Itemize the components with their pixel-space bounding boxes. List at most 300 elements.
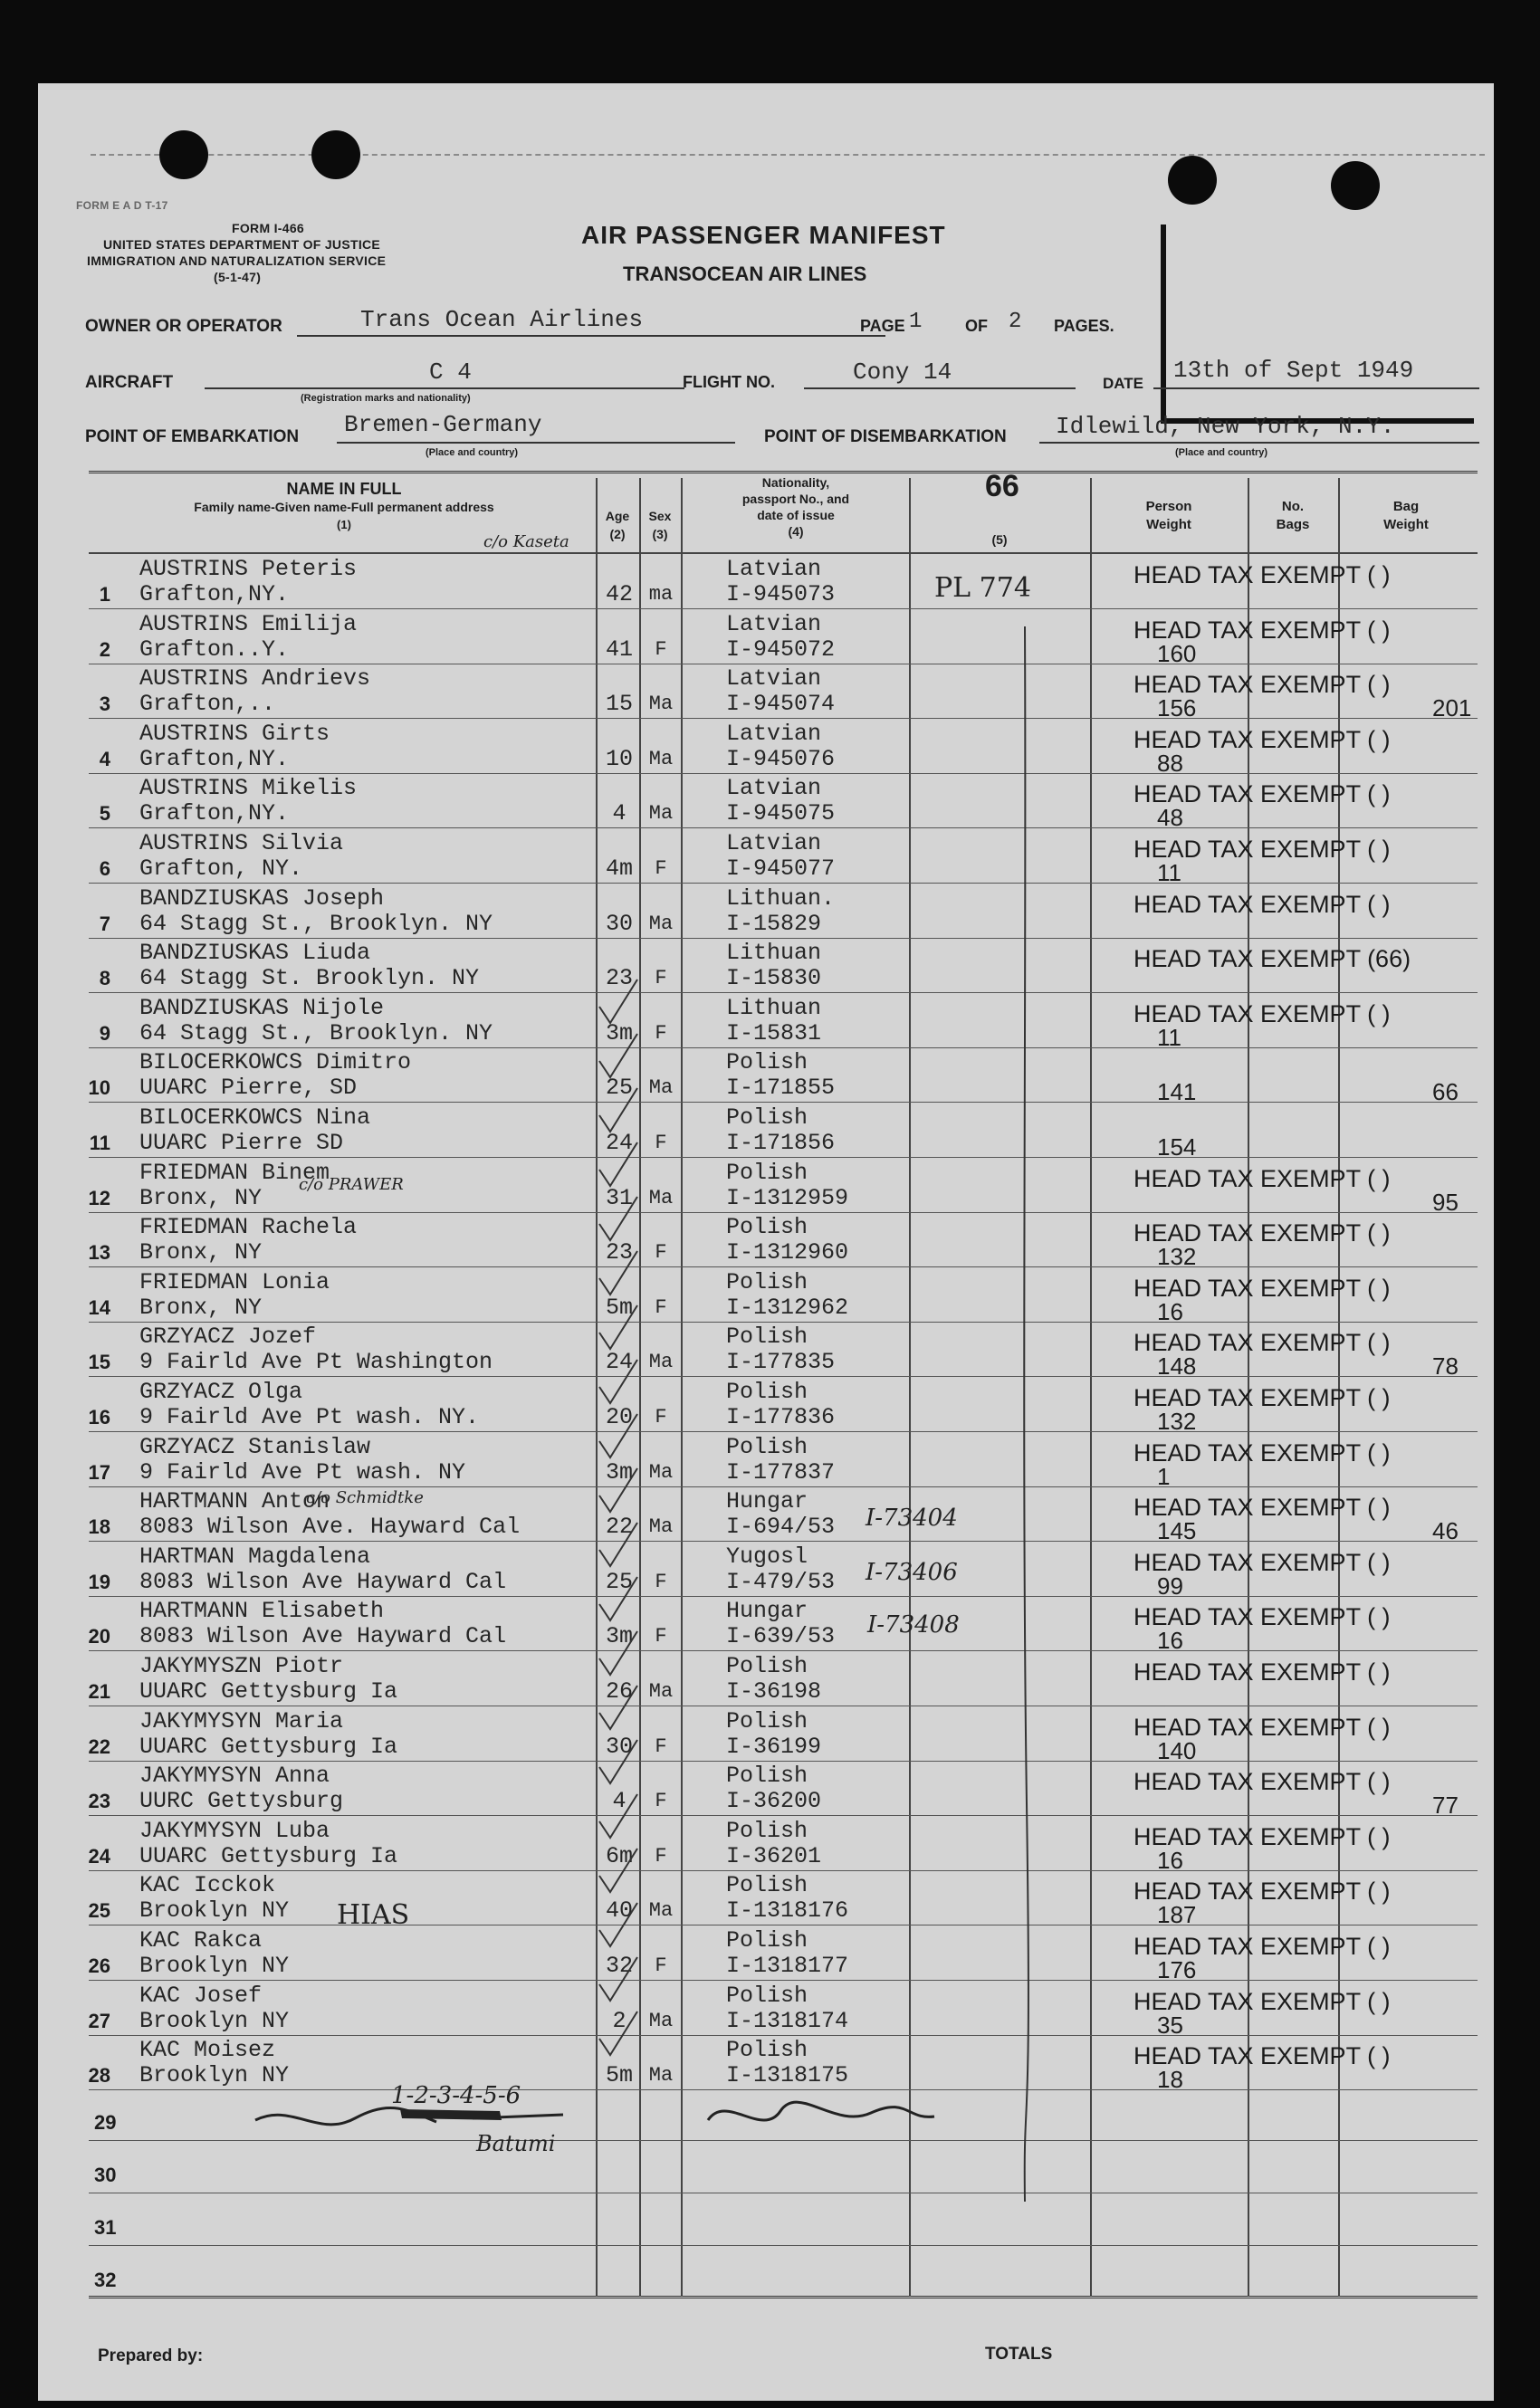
passenger-age: 40	[605, 1897, 633, 1924]
col-5-stamp: 66	[985, 469, 1019, 503]
bag-weight: 201	[1432, 694, 1472, 721]
passenger-address: Grafton..Y.	[139, 636, 290, 663]
col-age-header: Age (2)	[605, 509, 630, 541]
passenger-address: UUARC Gettysburg Ia	[139, 1678, 398, 1705]
passenger-sex: Ma	[648, 1461, 674, 1484]
row-divider	[89, 608, 1478, 609]
col-nationality-header: Nationality, passport No., and date of issue (4)	[741, 475, 850, 539]
row-number: 27	[88, 2010, 110, 2032]
passenger-sex: F	[655, 1954, 667, 1977]
passenger-age: 31	[605, 1185, 633, 1211]
passenger-age: 15	[605, 691, 633, 717]
passenger-nationality: Polish	[726, 1214, 808, 1240]
passenger-nationality: Polish	[726, 1983, 808, 2009]
row-divider	[89, 1486, 1478, 1487]
head-tax-stamp: HEAD TAX EXEMPT ( )	[1133, 1658, 1391, 1686]
aircraft-label: AIRCRAFT	[85, 373, 174, 392]
row-number: 3	[99, 693, 110, 715]
passenger-age: 4	[612, 800, 627, 827]
passenger-name: HARTMAN Magdalena	[139, 1543, 371, 1570]
passenger-name: FRIEDMAN Binem	[139, 1160, 330, 1186]
passenger-name: KAC Icckok	[139, 1872, 276, 1898]
row-number: 2	[99, 638, 110, 661]
row-number: 10	[88, 1076, 110, 1099]
row-number: 15	[88, 1351, 110, 1373]
passenger-passport: I-694/53	[726, 1514, 836, 1540]
handwritten-note: Batumi	[476, 2131, 556, 2156]
person-weight: 18	[1157, 2066, 1183, 2093]
passenger-sex: F	[655, 638, 667, 661]
passenger-sex: Ma	[648, 2010, 674, 2032]
passenger-passport: I-945072	[726, 636, 836, 663]
head-tax-stamp: HEAD TAX EXEMPT (66)	[1133, 945, 1411, 972]
passenger-nationality: Latvian	[726, 611, 822, 637]
col-weight-header: Person Weight	[1145, 499, 1192, 532]
person-weight: 132	[1157, 1243, 1197, 1270]
handwritten-note: HIAS	[337, 1899, 410, 1931]
head-tax-stamp: HEAD TAX EXEMPT ( )	[1133, 1384, 1391, 1411]
passenger-nationality: Polish	[726, 1379, 808, 1405]
passenger-name: AUSTRINS Girts	[139, 721, 330, 747]
passenger-name: BANDZIUSKAS Liuda	[139, 940, 371, 966]
passenger-passport: I-1312959	[726, 1185, 849, 1211]
passenger-address: 9 Fairld Ave Pt wash. NY	[139, 1459, 466, 1486]
head-tax-stamp: HEAD TAX EXEMPT ( )	[1133, 1000, 1391, 1027]
head-tax-stamp: HEAD TAX EXEMPT ( )	[1133, 1165, 1391, 1192]
passenger-passport: I-1318176	[726, 1897, 849, 1924]
passenger-sex: F	[655, 1241, 667, 1264]
row-number: 21	[88, 1680, 110, 1703]
handwritten-note: I-73406	[866, 1559, 958, 1586]
row-number: 22	[88, 1735, 110, 1758]
row-divider	[89, 1047, 1478, 1048]
passenger-nationality: Polish	[726, 1927, 808, 1954]
page-value: 1	[909, 310, 923, 334]
row-number: 31	[94, 2216, 117, 2239]
row-number: 26	[88, 1954, 110, 1977]
row-number: 23	[88, 1790, 110, 1812]
passenger-sex: Ma	[648, 802, 674, 825]
form-code: FORM I-466	[232, 221, 305, 235]
passenger-sex: F	[655, 1571, 667, 1593]
row-number: 32	[94, 2269, 117, 2291]
passenger-name: JAKYMYSYN Maria	[139, 1708, 344, 1734]
passenger-age: 5m	[605, 2062, 633, 2088]
passenger-age: 23	[605, 965, 633, 991]
passenger-address: Grafton, NY.	[139, 855, 303, 882]
passenger-name: HARTMANN Elisabeth	[139, 1598, 385, 1624]
handwritten-note: I-73404	[866, 1505, 958, 1532]
passenger-sex: Ma	[648, 693, 674, 715]
row-divider	[89, 883, 1478, 884]
passenger-name: KAC Moisez	[139, 2037, 276, 2063]
row-number: 12	[88, 1187, 110, 1209]
passenger-name: AUSTRINS Emilija	[139, 611, 358, 637]
passenger-nationality: Latvian	[726, 665, 822, 692]
agency-line-2: IMMIGRATION AND NATURALIZATION SERVICE	[87, 253, 387, 268]
passenger-passport: I-945075	[726, 800, 836, 827]
passenger-nationality: Hungar	[726, 1598, 808, 1624]
passenger-passport: I-36198	[726, 1678, 822, 1705]
row-divider	[89, 827, 1478, 828]
head-tax-stamp: HEAD TAX EXEMPT ( )	[1133, 780, 1391, 807]
passenger-nationality: Latvian	[726, 556, 822, 582]
passenger-address: Grafton,NY.	[139, 581, 290, 607]
col-name-header: NAME IN FULL Family name-Given name-Full permanent address (1)	[194, 480, 494, 531]
row-number: 8	[99, 967, 110, 989]
row-divider	[89, 1980, 1478, 1981]
passenger-nationality: Latvian	[726, 721, 822, 747]
head-tax-stamp: HEAD TAX EXEMPT ( )	[1133, 1439, 1391, 1467]
passenger-nationality: Polish	[726, 1818, 808, 1844]
row-divider	[89, 1761, 1478, 1762]
passenger-passport: I-479/53	[726, 1569, 836, 1595]
passenger-passport: I-639/53	[726, 1623, 836, 1649]
table-bottom-rule	[89, 2296, 1478, 2298]
passenger-address: 8083 Wilson Ave. Hayward Cal	[139, 1514, 521, 1540]
passenger-nationality: Yugosl	[726, 1543, 808, 1570]
row-number: 16	[88, 1406, 110, 1429]
passenger-address: Grafton,NY.	[139, 800, 290, 827]
punch-hole	[159, 130, 208, 179]
aircraft-sub: (Registration marks and nationality)	[301, 393, 471, 404]
manifest-sheet	[38, 83, 1494, 2401]
row-number: 18	[88, 1515, 110, 1538]
check-marks	[590, 970, 654, 2102]
passenger-age: 25	[605, 1075, 633, 1101]
passenger-nationality: Latvian	[726, 830, 822, 856]
passenger-age: 22	[605, 1514, 633, 1540]
passenger-name: JAKYMYSYN Luba	[139, 1818, 330, 1844]
head-tax-stamp: HEAD TAX EXEMPT ( )	[1133, 1768, 1391, 1795]
head-tax-stamp: HEAD TAX EXEMPT ( )	[1133, 2042, 1391, 2069]
person-weight: 148	[1157, 1352, 1197, 1380]
passenger-passport: I-945073	[726, 581, 836, 607]
passenger-address: Bronx, NY	[139, 1185, 263, 1211]
punch-hole	[311, 130, 360, 179]
passenger-nationality: Lithuan.	[726, 885, 836, 912]
form-number: FORM E A D T-17	[76, 199, 168, 212]
row-number: 14	[88, 1296, 110, 1319]
passenger-passport: I-177835	[726, 1349, 836, 1375]
person-weight: 16	[1157, 1627, 1183, 1654]
passenger-sex: Ma	[648, 1076, 674, 1099]
head-tax-stamp: HEAD TAX EXEMPT ( )	[1133, 616, 1391, 644]
passenger-sex: F	[655, 1790, 667, 1812]
passenger-passport: I-1318175	[726, 2062, 849, 2088]
handwritten-note: c/o Kaseta	[483, 532, 569, 551]
passenger-age: 6m	[605, 1843, 633, 1869]
bag-weight: 46	[1432, 1517, 1459, 1544]
of-value: 2	[1009, 310, 1022, 334]
head-tax-stamp: HEAD TAX EXEMPT ( )	[1133, 1878, 1391, 1905]
row-number: 19	[88, 1571, 110, 1593]
passenger-passport: I-177836	[726, 1404, 836, 1430]
passenger-passport: I-15830	[726, 965, 822, 991]
row-number: 29	[94, 2111, 117, 2134]
row-number: 7	[99, 913, 110, 935]
passenger-age: 20	[605, 1404, 633, 1430]
passenger-sex: F	[655, 1625, 667, 1648]
passenger-address: Brooklyn NY	[139, 1953, 290, 1979]
row-divider	[89, 1596, 1478, 1597]
passenger-passport: I-1318177	[726, 1953, 849, 1979]
passenger-age: 32	[605, 1953, 633, 1979]
passenger-passport: I-171855	[726, 1075, 836, 1101]
passenger-passport: I-36201	[726, 1843, 822, 1869]
passenger-sex: F	[655, 967, 667, 989]
head-tax-stamp: HEAD TAX EXEMPT ( )	[1133, 1603, 1391, 1630]
passenger-name: BANDZIUSKAS Nijole	[139, 995, 385, 1021]
passenger-nationality: Latvian	[726, 775, 822, 801]
passenger-sex: Ma	[648, 1515, 674, 1538]
row-number: 28	[88, 2064, 110, 2087]
embark-label: POINT OF EMBARKATION	[85, 427, 300, 446]
passenger-passport: I-945074	[726, 691, 836, 717]
row-divider	[89, 2035, 1478, 2036]
row-divider	[89, 938, 1478, 939]
row-divider	[89, 1322, 1478, 1323]
passenger-address: 8083 Wilson Ave Hayward Cal	[139, 1569, 507, 1595]
row-number: 11	[89, 1132, 110, 1154]
passenger-name: KAC Rakca	[139, 1927, 263, 1954]
bag-weight: 78	[1432, 1352, 1459, 1380]
passenger-nationality: Polish	[726, 1434, 808, 1460]
person-weight: 35	[1157, 2011, 1183, 2039]
person-weight: 176	[1157, 1956, 1197, 1983]
person-weight: 88	[1157, 750, 1183, 777]
passenger-nationality: Polish	[726, 1160, 808, 1186]
passenger-age: 5m	[605, 1295, 633, 1321]
passenger-age: 3m	[605, 1459, 633, 1486]
passenger-age: 26	[605, 1678, 633, 1705]
passenger-address: UURC Gettysburg	[139, 1788, 344, 1814]
handwritten-note: PL 774	[934, 572, 1031, 604]
person-weight: 16	[1157, 1298, 1183, 1325]
agency-line-1: UNITED STATES DEPARTMENT OF JUSTICE	[103, 237, 381, 252]
passenger-passport: I-945077	[726, 855, 836, 882]
passenger-name: BANDZIUSKAS Joseph	[139, 885, 385, 912]
passenger-nationality: Lithuan	[726, 940, 822, 966]
passenger-name: FRIEDMAN Lonia	[139, 1269, 330, 1295]
passenger-name: AUSTRINS Silvia	[139, 830, 344, 856]
passenger-address: Brooklyn NY	[139, 2062, 290, 2088]
row-number: 30	[94, 2164, 117, 2186]
passenger-address: Grafton,NY.	[139, 746, 290, 772]
passenger-age: 3m	[605, 1020, 633, 1046]
row-number: 17	[88, 1461, 110, 1484]
passenger-nationality: Polish	[726, 1708, 808, 1734]
row-number: 13	[88, 1241, 110, 1264]
person-weight: 16	[1157, 1847, 1183, 1874]
punch-hole	[1331, 161, 1380, 210]
row-divider	[89, 1376, 1478, 1377]
owner-label: OWNER OR OPERATOR	[85, 317, 282, 336]
head-tax-stamp: HEAD TAX EXEMPT ( )	[1133, 836, 1391, 863]
passenger-sex: Ma	[648, 2064, 674, 2087]
person-weight: 141	[1157, 1078, 1197, 1105]
row-divider	[89, 773, 1478, 774]
passenger-passport: I-171856	[726, 1130, 836, 1156]
row-divider	[89, 1157, 1478, 1158]
passenger-nationality: Polish	[726, 2037, 808, 2063]
page-label: PAGE	[860, 317, 905, 335]
owner-value: Trans Ocean Airlines	[360, 306, 644, 333]
passenger-address: UUARC Gettysburg Ia	[139, 1843, 398, 1869]
pages-label: PAGES.	[1054, 317, 1114, 335]
perforation-line	[91, 154, 1485, 156]
handwritten-note: c/o Schmidtke	[306, 1488, 424, 1507]
row-number: 6	[99, 857, 110, 880]
person-weight: 154	[1157, 1133, 1197, 1161]
passenger-sex: F	[655, 857, 667, 880]
passenger-sex: F	[655, 1735, 667, 1758]
passenger-age: 42	[605, 581, 633, 607]
passenger-age: 2	[612, 2008, 627, 2034]
row-divider	[89, 1266, 1478, 1267]
passenger-address: UUARC Gettysburg Ia	[139, 1734, 398, 1760]
head-tax-stamp: HEAD TAX EXEMPT ( )	[1133, 1549, 1391, 1576]
row-divider	[89, 718, 1478, 719]
passenger-name: BILOCERKOWCS Nina	[139, 1104, 371, 1131]
passenger-passport: I-15831	[726, 1020, 822, 1046]
passenger-passport: I-36200	[726, 1788, 822, 1814]
head-tax-stamp: HEAD TAX EXEMPT ( )	[1133, 1933, 1391, 1960]
col-bagweight-header: Bag Weight	[1383, 499, 1429, 532]
date-label: DATE	[1103, 375, 1144, 392]
passenger-age: 30	[605, 1734, 633, 1760]
row-divider	[89, 1815, 1478, 1816]
row-divider	[89, 1431, 1478, 1432]
date-value: 13th of Sept 1949	[1173, 357, 1414, 384]
passenger-name: AUSTRINS Mikelis	[139, 775, 358, 801]
head-tax-stamp: HEAD TAX EXEMPT ( )	[1133, 1275, 1391, 1302]
aircraft-value: C 4	[429, 358, 472, 386]
row-divider	[89, 1650, 1478, 1651]
passenger-age: 4m	[605, 855, 633, 882]
passenger-address: Bronx, NY	[139, 1295, 263, 1321]
passenger-nationality: Hungar	[726, 1488, 808, 1515]
disembark-sub: (Place and country)	[1175, 447, 1268, 458]
airline-subtitle: TRANSOCEAN AIR LINES	[623, 263, 867, 285]
passenger-nationality: Polish	[726, 1104, 808, 1131]
row-divider	[89, 1212, 1478, 1213]
passenger-sex: Ma	[648, 748, 674, 770]
passenger-sex: ma	[648, 583, 674, 606]
passenger-address: 64 Stagg St., Brooklyn. NY	[139, 1020, 493, 1046]
passenger-sex: F	[655, 1296, 667, 1319]
punch-hole	[1168, 156, 1217, 205]
passenger-passport: I-945076	[726, 746, 836, 772]
passenger-name: BILOCERKOWCS Dimitro	[139, 1049, 412, 1075]
person-weight: 140	[1157, 1737, 1197, 1764]
embark-value: Bremen-Germany	[344, 411, 542, 438]
person-weight: 145	[1157, 1517, 1197, 1544]
passenger-nationality: Polish	[726, 1269, 808, 1295]
passenger-sex: F	[655, 1845, 667, 1868]
passenger-sex: F	[655, 1132, 667, 1154]
passenger-nationality: Polish	[726, 1763, 808, 1789]
passenger-name: HARTMANN Anton	[139, 1488, 330, 1515]
person-weight: 187	[1157, 1901, 1197, 1928]
passenger-name: FRIEDMAN Rachela	[139, 1214, 358, 1240]
passenger-nationality: Polish	[726, 1653, 808, 1679]
passenger-name: AUSTRINS Peteris	[139, 556, 358, 582]
totals-label: TOTALS	[985, 2345, 1053, 2364]
row-number: 1	[99, 583, 110, 606]
passenger-address: 64 Stagg St. Brooklyn. NY	[139, 965, 480, 991]
bag-weight: 66	[1432, 1078, 1459, 1105]
col-sex-header: Sex (3)	[648, 509, 672, 541]
passenger-age: 10	[605, 746, 633, 772]
passenger-name: JAKYMYSZN Piotr	[139, 1653, 344, 1679]
header-bottom-rule	[89, 552, 1478, 554]
passenger-age: 24	[605, 1130, 633, 1156]
passenger-passport: I-177837	[726, 1459, 836, 1486]
head-tax-stamp: HEAD TAX EXEMPT ( )	[1133, 891, 1391, 918]
person-weight: 132	[1157, 1408, 1197, 1435]
bag-weight: 95	[1432, 1189, 1459, 1216]
bag-weight: 77	[1432, 1792, 1459, 1819]
disembark-value: Idlewild, New York, N.Y.	[1056, 413, 1395, 440]
passenger-passport: I-1312962	[726, 1295, 849, 1321]
table-top-rule	[89, 471, 1478, 473]
passenger-age: 4	[612, 1788, 627, 1814]
stamp-box	[1161, 225, 1474, 424]
passenger-age: 30	[605, 911, 633, 937]
passenger-address: Grafton,..	[139, 691, 276, 717]
head-tax-stamp: HEAD TAX EXEMPT ( )	[1133, 1823, 1391, 1850]
passenger-name: GRZYACZ Olga	[139, 1379, 303, 1405]
person-weight: 11	[1157, 859, 1181, 886]
passenger-passport: I-1312960	[726, 1239, 849, 1266]
passenger-address: UUARC Pierre SD	[139, 1130, 344, 1156]
column-strike-line	[1016, 626, 1034, 2211]
passenger-age: 25	[605, 1569, 633, 1595]
row-number: 25	[88, 1899, 110, 1922]
handwritten-note: c/o PRAWER	[299, 1175, 404, 1194]
head-tax-stamp: HEAD TAX EXEMPT ( )	[1133, 1988, 1391, 2015]
passenger-age: 41	[605, 636, 633, 663]
passenger-age: 3m	[605, 1623, 633, 1649]
prepared-by-label: Prepared by:	[98, 2346, 204, 2365]
passenger-nationality: Lithuan	[726, 995, 822, 1021]
row-divider	[89, 1102, 1478, 1103]
passenger-sex: Ma	[648, 1899, 674, 1922]
handwritten-note: I-73408	[867, 1611, 960, 1639]
passenger-name: KAC Josef	[139, 1983, 263, 2009]
passenger-sex: F	[655, 1406, 667, 1429]
head-tax-stamp: HEAD TAX EXEMPT ( )	[1133, 1329, 1391, 1356]
col-bags-header: No. Bags	[1276, 499, 1310, 532]
person-weight: 160	[1157, 640, 1197, 667]
passenger-address: UUARC Pierre, SD	[139, 1075, 358, 1101]
passenger-sex: Ma	[648, 1351, 674, 1373]
head-tax-stamp: HEAD TAX EXEMPT ( )	[1133, 671, 1391, 698]
passenger-address: 9 Fairld Ave Pt Washington	[139, 1349, 493, 1375]
flight-value: Cony 14	[853, 358, 952, 386]
form-title: AIR PASSENGER MANIFEST	[581, 221, 946, 249]
row-number: 4	[99, 748, 110, 770]
person-weight: 11	[1157, 1024, 1181, 1051]
passenger-address: Brooklyn NY	[139, 1897, 290, 1924]
passenger-address: 64 Stagg St., Brooklyn. NY	[139, 911, 493, 937]
passenger-address: Brooklyn NY	[139, 2008, 290, 2034]
passenger-age: 23	[605, 1239, 633, 1266]
passenger-address: 9 Fairld Ave Pt wash. NY.	[139, 1404, 480, 1430]
passenger-nationality: Polish	[726, 1323, 808, 1350]
row-number: 9	[99, 1022, 110, 1045]
